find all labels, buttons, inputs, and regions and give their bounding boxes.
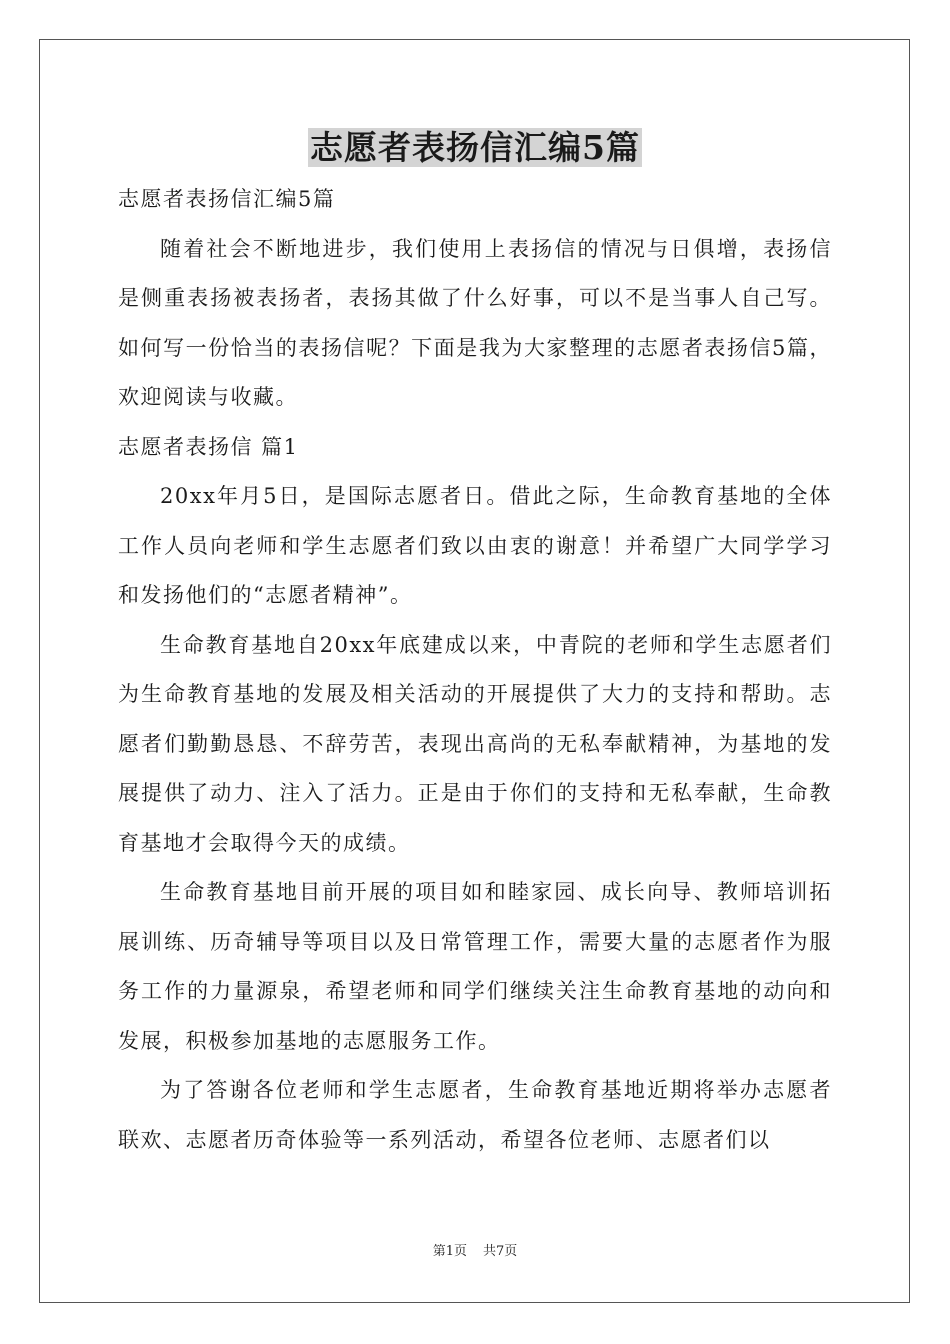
document-title [0,126,950,170]
current-page-label: 第1页 [432,1244,467,1259]
document-body [118,175,832,1165]
document-title-text: 志愿者表扬信汇编5篇 [310,128,640,167]
paragraph: 为了答谢各位老师和学生志愿者，生命教育基地近期将举办志愿者联欢、志愿者历奇体验等一系列活动，希望各位老师、志愿者们以 [118,1078,832,1152]
paragraph: 生命教育基地自20xx年底建成以来，中青院的老师和学生志愿者们为生命教育基地的发展及相关活动的开展提供了大力的支持和帮助。志愿者们勤勤恳恳、不辞劳苦，表现出高尚的无私奉献精神，为基地的发展提供了动力、注入了活力。正是由于你们的支持和无私奉献，生命教育基地才会取得今天的成绩。 [118,632,832,855]
section-heading: 志愿者表扬信 篇1 [118,434,299,459]
paragraph-intro: 随着社会不断地进步，我们使用上表扬信的情况与日俱增，表扬信是侧重表扬被表扬者，表扬其做了什么好事，可以不是当事人自己写。如何写一份恰当的表扬信呢？下面是我为大家整理的志愿者表扬信5篇，欢迎阅读与收藏。 [118,236,832,409]
paragraph-subtitle: 志愿者表扬信汇编5篇 [118,187,336,211]
paragraph: 20xx年月5日，是国际志愿者日。借此之际，生命教育基地的全体工作人员向老师和学生志愿者们致以由衷的谢意！并希望广大同学学习和发扬他们的“志愿者精神”。 [118,484,832,607]
page-footer [0,1243,950,1261]
total-pages-label: 共7页 [483,1244,518,1259]
paragraph: 生命教育基地目前开展的项目如和睦家园、成长向导、教师培训拓展训练、历奇辅导等项目以及日常管理工作，需要大量的志愿者作为服务工作的力量源泉，希望老师和同学们继续关注生命教育基地的动向和发展，积极参加基地的志愿服务工作。 [118,880,832,1053]
